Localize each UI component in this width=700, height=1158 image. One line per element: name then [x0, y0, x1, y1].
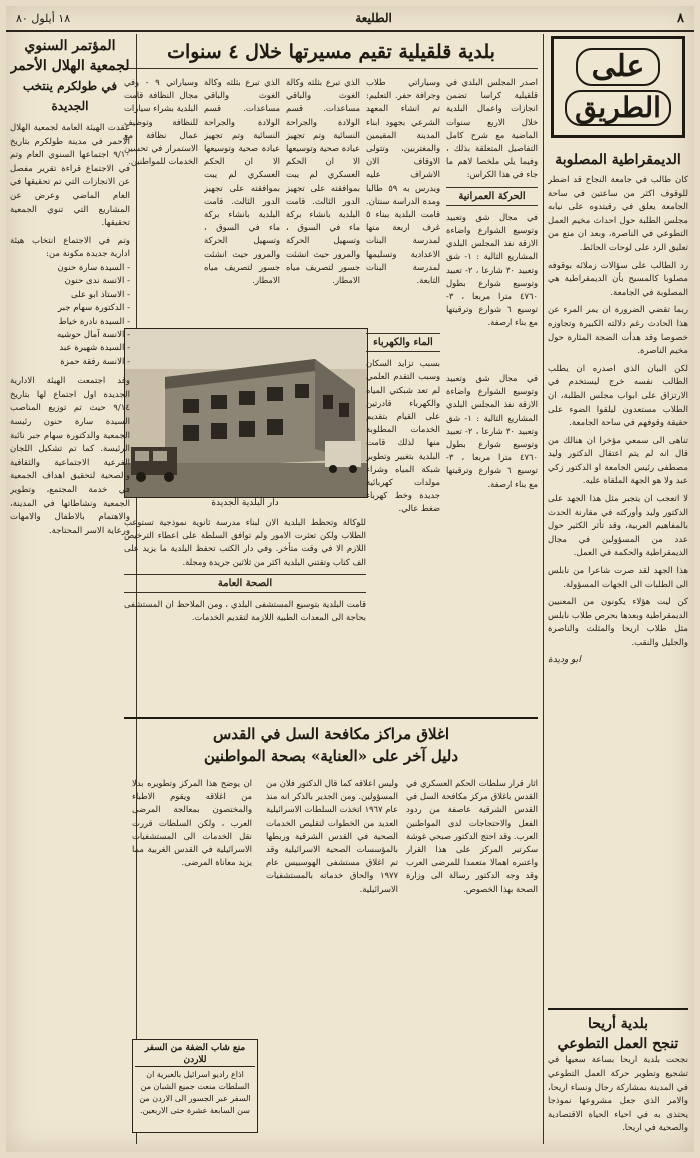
left-list-intro: وتم في الاجتماع انتخاب هيئة ادارية جديدة مكونة من: — [10, 235, 130, 260]
paragraph: للوكالة وتحظط البلدية الان لبناء مدرسة ثانوية نموذجية تستوعب الطلاب ولكن تعثرت الامور ولم توافق السلطة على اعطاء الترخيص اللازم الا في وقت متأخر. وفي دار الكتب تحفظ البلدية ما يزيد على الف كتاب وتقتني البلدية اكثر من ثلاثين جريدة ومجلة. — [124, 517, 366, 567]
list-item: - الدكتورة سهام جبر — [57, 303, 130, 314]
ariha-article — [548, 1008, 688, 1136]
sub-heading: الصحة العامة — [124, 574, 366, 593]
list-item: - الانسة ندى حنون — [64, 276, 130, 287]
logo-line-1: على — [576, 48, 661, 86]
paragraph: اثار قرار سلطات الحكم العسكري في القدس باغلاق مركز مكافحة السل في القدس الشرقية عاصفة من ردود الفعل والاحتجاجات لدى المواطنين العرب. وقد احتج الدكتور صبحي غوشة سكرتير المركز على هذا القرار واعتبره اهمالا متعمدا للمرضى العرب وقد وجه الدكتور رسالة الى وزارة الصحة بهذا الخصوص. — [406, 778, 538, 894]
headline-line-3: في طولكرم ينتخب الجديدة — [22, 79, 118, 113]
list-item: - السيدة شهيرة عبد — [59, 343, 130, 354]
headline-line-1: المؤتمر السنوي — [24, 38, 116, 54]
paragraph: في مجال شق وتعبيد وتوسيع الشوارع واضاءة الازقة نفذ المجلس البلدي المشاريع التالية : ١- شق وتعبيد ٣٠ شارعا ، ٢- تعبيد وتوسيع شوارع بطول ٤٧٦٠ مترا مربعا ، ٣- توسيع ٦ شوارع وترقيتها مع بناء ارصفة. — [446, 211, 538, 328]
paragraph: في مجال شق وتعبيد وتوسيع الشوارع واضاءة الازقة نفذ المجلس البلدي المشاريع التالية : ١- شق وتعبيد ٣٠ شارعا ، ٢- تعبيد وتوسيع شوارع بطول ٤٧٦٠ مترا مربعا ، ٣- توسيع ٦ شوارع وترقيتها مع بناء ارصفة. — [446, 373, 538, 489]
sub-heading: الحركة العمرانية — [446, 187, 538, 206]
paragraph: وسياراتي طلاب وجرافة حفر. التعليم: تم انشاء المعهد الشرعي بجهود ابناء المدينة المقيمين والمغتربين، وتتولى الاوقاف الان الاشراف عليه ويدرس به ٥٩ طالبا ومدة الدراسة سنتان. قامت البلدية ببناء ٥ غرف اربعة منها لمدرسة البنات الاعدادية وتسليمها لمدرسة البنات التابعة. — [366, 77, 440, 286]
paragraph: رد الطالب على سؤالات زملائه بوقوفه مصلوبا كالمسيح بأن الديمقراطية هي المصلوبة في الجامعة. — [548, 260, 688, 298]
article-column-1b — [446, 372, 538, 712]
column-rule — [543, 34, 544, 1144]
headline-line-2: لجمعية الهلال الأحمر — [10, 58, 130, 74]
member-list — [10, 262, 130, 369]
list-item: - الاستاذ ابو على — [71, 289, 130, 300]
paragraph: وليس اعلاقه كما قال الدكتور فلان من المسؤولين. ومن الجدير بالذكر انه منذ عام ١٩٦٧ اتخذت السلطات الاسرائيلية العديد من الخطوات لتقليص الخدمات الصحية في القدس الشرقية وربطها بالمؤسسات الصحية الاسرائيلية وقد تم اغلاق مستشفى الهوسبيس عام ١٩٧٧ والحاق خدماته بالمستشفيات الاسرائيلية. — [266, 778, 398, 894]
paragraph: بسبب تزايد السكان وسبب التقدم العلمي لم تعد شبكتي المياه والكهرباء قادرتين على القيام بتقديم الخدمات المطلوبة منها لذلك قامت البلدية بتغيير وتطوير شبكة المياه وشراء مولدات كهربائية جديدة وخط كهرباء ضغط عالي. — [366, 358, 440, 514]
building-illustration — [125, 329, 367, 497]
paragraph: لا اتعجب ان يتجبر مثل هذا الجهد على الدكتور وليد وأوركته في مقارنة الحدث بالمفاهيم العربية، وقد تأثر الكثير حول عدد من المسؤولين في مجال الديمقراطية والحكمة في العمل. — [548, 494, 688, 559]
article-column-1 — [446, 76, 538, 366]
paragraph: وسياراتي ٩ - وفي مجال النظافة قامت البلدية بشراء سيارات للنظافة وتوظيف عمال نظافة مع الاستمرار في تحسين الخدمات للمواطنين. — [124, 77, 198, 167]
headline-line-2: دليل آخر على «العناية» بصحة المواطنين — [203, 747, 459, 765]
sub-heading: الماء والكهرباء — [366, 333, 440, 352]
article-column-5 — [124, 76, 198, 324]
newspaper-page — [6, 6, 694, 1152]
main-article-area — [124, 36, 538, 1142]
paragraph: ربما تقضي الضرورة ان يمر المرء عن هذا الحادث رغم دلالته الكبيرة وتجاوزه خصوصا وقد هدأت الضجة المثارة حول مخيم الناصرة. — [548, 305, 688, 357]
paragraph: هذا الجهد لقد صرت شاعرا من نابلس الى الطلبات الى الجهات المسؤولة. — [548, 566, 688, 590]
page-number: ٨ — [677, 10, 684, 26]
left-headline — [10, 36, 130, 116]
jerusalem-column-3 — [132, 777, 252, 1033]
ariha-title-2: تنجح العمل التطوعي — [557, 1036, 679, 1053]
list-item: - الانسة رفقة حمزة — [60, 356, 130, 367]
paragraph: لكن البيان الذي اصدره ان يطلب الطالب نفسه خرج ليستخدم في الارتزاق على ابواب مجلس الطلبة، ان الطلاب مستعدون ليلقوا الضوء على حقيقة وقوفهم في ساحة الجامعة. — [548, 363, 688, 429]
inset-title: منع شاب الضفة من السفر للاردن — [135, 1042, 255, 1067]
column-logo — [551, 36, 685, 138]
article-column-4 — [204, 76, 280, 324]
inset-text: اذاع راديو اسرائيل بالعبرية ان السلطات منعت جميع الشبان من السفر عبر الجسور الى الاردن من سن السابعة عشرة حتى الاربعين. — [139, 1070, 251, 1115]
right-column — [548, 36, 688, 1142]
main-headline: بلدية قلقيلية تقيم مسيرتها خلال ٤ سنوات — [124, 36, 538, 69]
list-item: - الانسة آمال حوشيه — [56, 329, 130, 340]
jerusalem-column-2 — [266, 777, 398, 1127]
issue-date: ١٨ أيلول ٨٠ — [16, 11, 71, 25]
town-hall-photo — [124, 328, 368, 498]
logo-line-2: الطريق — [565, 90, 671, 126]
paragraph: تناهى الى سمعي مؤخرا ان هنالك من قال انه لم يتم اعتقال الدكتور وليد مصطفى رئيس الجامعة او الدكتور زكي عبد ولا هو الجهة الملقاة عليه. — [548, 435, 688, 487]
jerusalem-headline — [124, 719, 538, 771]
jerusalem-article — [124, 717, 538, 1133]
left-intro: عقدت الهيئة العامة لجمعية الهلال الاحمر في مدينة طولكرم بتاريخ ٩/١٠ اجتماعها السنوي العام وتم في الاجتماع قراءة تقرير مفصل عن الانجازات التي تم تحقيقها في العام الماضي وعرض عن المشاريع التي تنوي الجمعية تحقيقها. — [10, 123, 130, 229]
left-column — [10, 36, 130, 1142]
travel-ban-box — [132, 1039, 258, 1133]
paper-name: الطليعة — [355, 11, 392, 25]
article-column-lower — [124, 516, 366, 712]
paragraph: قامت البلدية بتوسيع المستشفى البلدي ، ومن الملاحظ ان المستشفى بحاجة الى المعدات الطبية اللازمة لتقديم الخدمات. — [124, 599, 366, 623]
paragraph: ان يوضح هذا المركز وتطويره بدلا من اغلاقه ويقوم الاطباء والمختصون بمعالجة المرضى العرب ، ولكن السلطات قررت نقل الخدمات الى المستشفيات الاسرائيلية في القدس الغربية مما يزيد معاناة المرضى. — [132, 778, 252, 868]
paragraph: كان طالب في جامعة النجاح قد اضطر للوقوف اكثر من ساعتين في ساحة الجامعة يعلق في رقيتدوه على نيابه مجلس الطلبة حول احداث مخيم العمل التطوعي في الناصرة، وبعد ان منع من تعليق الرد على لوحات الحائط. — [548, 175, 688, 253]
page-header — [6, 6, 694, 32]
paragraph: الذي تبرع بثلثه وكالة الغوث والباقي مساعدات. قسم الولادة والجراحة النسائية وتم تجهيز عيادة صحية وتوسيعها الا ان الحكم العسكري لم يبت بموافقته على تجهيز الدور الثالث. قامت البلدية بانشاء بركة ماء في السوق ، وتسهيل الحركة والمرور حيث انشئت جسور لتصريف مياه الامطار. — [204, 77, 280, 286]
paragraph: الذي تبرع بثلثه وكالة الغوث والباقي مساعدات. قسم الولادة والجراحة النسائية وتم تجهيز عيادة صحية وتوسيعها الا ان الحكم العسكري لم يبت بموافقته على تجهيز الدور الثالث. قامت البلدية بانشاء بركة ماء في السوق ، وتسهيل الحركة والمرور حيث انشئت جسور لتصريف مياه الامطار. — [286, 77, 360, 286]
paragraph: اصدر المجلس البلدي في قلقيلية كراسا تضمن انجازات واعمال البلدية خلال الاربع سنوات الماضية مع شرح كامل التفاصيل المتعلقة بذلك ، وفيما يلي ملخصا لاهم ما جاء في هذا الكراس: — [446, 77, 538, 180]
article-column-2 — [366, 76, 440, 324]
jerusalem-column-1 — [406, 777, 538, 1127]
article-body — [548, 174, 688, 651]
article-column-3 — [286, 76, 360, 324]
paragraph: كن ليت هؤلاء يكونون من المعنيين الديمقراطية وبعدها بحرص طلاب نابلس مثل طلاب اريحا والمثلث والناصرة والجليل والنقب. — [548, 597, 688, 648]
left-outro: وقد اجتمعت الهيئة الادارية الجديدة اول اجتماع لها بتاريخ ٩/١٤ حيث تم توزيع المناصب السيدة سارة حنون رئيسة الجمعية والدكتورة سهام جبر نائبة الرئيسة. كما تم تشكيل اللجان الفرعية الاجتماعية والثقافية والصحية لتحقيق اهداف الجمعية في خدمة المجتمع، وتطوير الجمعية ونشاطاتها في المدينة، والاهتمام بالاطفال والامهات ورعاية الاسر المحتاجة. — [10, 376, 130, 536]
photo-caption: دار البلدية الجديدة — [211, 498, 279, 508]
ariha-body: نجحت بلدية اريحا بساعة سعيها في تشجيع وتطوير حركة العمل التطوعي في المدينة بمشاركة رجال ونساء اريحا، والامر الذي جعل مشروعها نموذجا يحتذى به في احياء الحياة الاقتصادية والصحية في اريحا. — [548, 1055, 688, 1134]
list-item: - السيدة سارة حنون — [57, 262, 130, 273]
article-title: الديمقراطية المصلوبة — [555, 152, 681, 168]
list-item: - السيدة نادرة خياط — [58, 316, 130, 327]
ariha-title-1: بلدية أريحا — [587, 1016, 648, 1033]
article-column-2b — [366, 328, 440, 712]
author-signoff: ابو وديدة — [548, 654, 581, 665]
headline-line-1: اغلاق مراكز مكافحة السل في القدس — [212, 725, 450, 743]
